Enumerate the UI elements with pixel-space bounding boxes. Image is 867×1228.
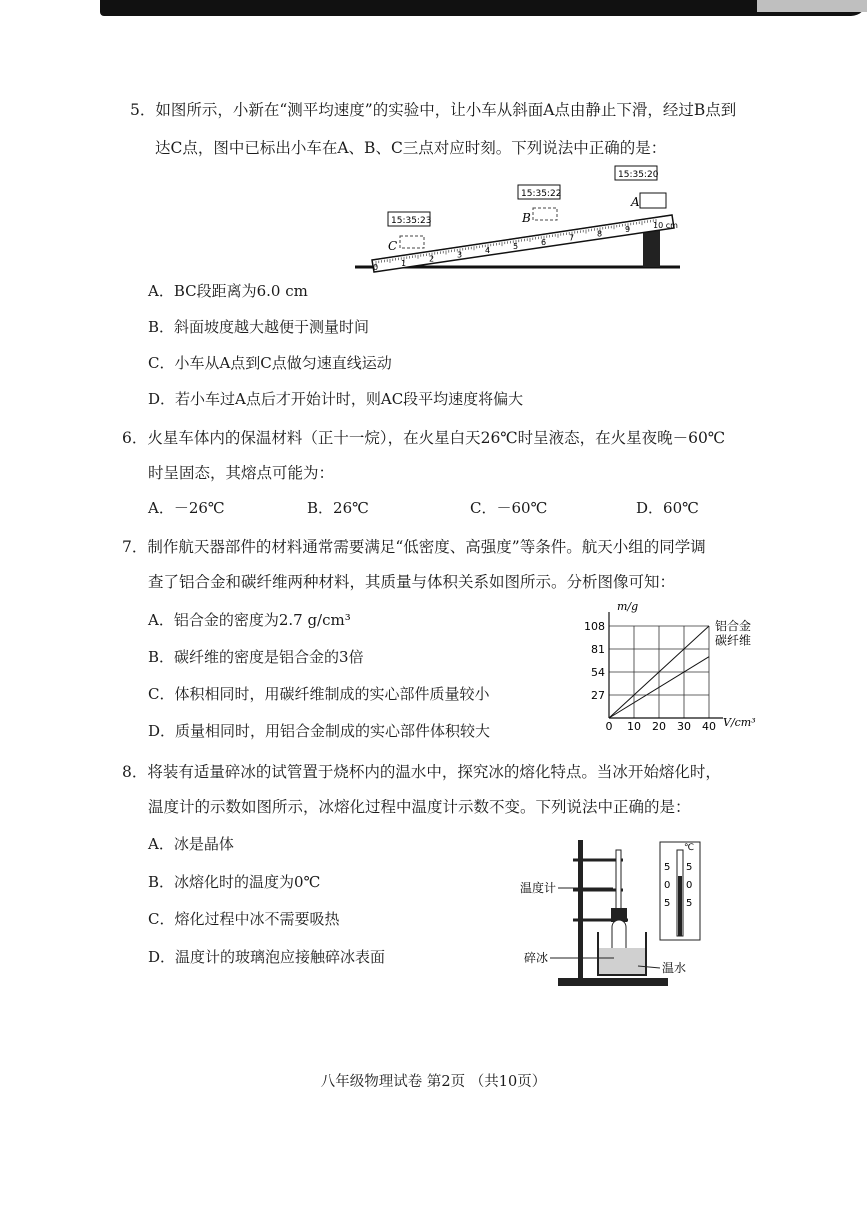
q8-option-d: D．温度计的玻璃泡应接触碎冰表面 [148,948,386,966]
car-at-a [640,193,666,208]
x-tick-label: 0 [605,720,613,733]
q8-option-a: A．冰是晶体 [148,835,234,853]
car-at-b [533,208,557,220]
q6-option-d: D．60℃ [636,499,699,517]
scan-top-light [757,0,867,12]
label-c: C [388,239,398,253]
q7-stem-line2: 查了铝合金和碳纤维两种材料，其质量与体积关系如图所示。分析图像可知： [148,573,676,591]
q5-stem-line2: 达C点，图中已标出小车在A、B、C三点对应时刻。下列说法中正确的是： [155,139,667,157]
y-tick-label: 81 [591,643,605,656]
q6-stem-line2: 时呈固态，其熔点可能为： [148,464,335,482]
x-axis-label: V/cm³ [723,716,756,729]
page-footer: 八年级物理试卷 第2页 （共10页） [320,1074,547,1090]
q6-option-b: B．26℃ [307,499,369,517]
q6-option-a: A．－26℃ [148,499,225,517]
label-b: B [522,211,531,225]
x-tick-label: 40 [702,720,716,733]
q7-stem-line1: 7．制作航天器部件的材料通常需要满足“低密度、高强度”等条件。航天小组的同学调 [122,538,706,556]
timer-c: 15:35:23 [391,216,432,226]
scale-unit: ℃ [684,843,695,853]
q6-stem-line1: 6．火星车体内的保温材料（正十一烷），在火星白天26℃时呈液态，在火星夜晚－60℃ [122,429,726,447]
timer-b: 15:35:22 [521,189,562,199]
label-a: A [631,195,640,209]
scale-mark-bottom-right: 5 [686,898,693,909]
q5-stem-line1: 5．如图所示，小新在“测平均速度”的实验中，让小车从斜面A点由静止下滑，经过B点到 [130,101,737,119]
q5-option-a: A．BC段距离为6.0 cm [148,282,308,300]
ruler-tick-label: 5 [513,242,519,251]
series-label: 碳纤维 [715,633,752,648]
x-tick-label: 10 [627,720,641,733]
ruler-tick-label: 4 [485,246,491,256]
ruler-tick-label: 7 [569,233,575,243]
car-at-c [400,236,424,248]
q5-option-d: D．若小车过A点后才开始计时，则AC段平均速度将偏大 [148,390,524,408]
ruler-tick-label: 8 [597,229,603,239]
ice-label: 碎冰 [524,951,549,965]
q7-option-a: A．铝合金的密度为2.7 g/cm³ [148,611,351,629]
q6-option-c: C．－60℃ [470,499,548,517]
ruler-tick-label: 1 [401,258,407,268]
q8-stem-line2: 温度计的示数如图所示，冰熔化过程中温度计示数不变。下列说法中正确的是： [148,798,691,816]
q7-option-c: C．体积相同时，用碳纤维制成的实心部件质量较小 [148,685,490,703]
scale-mark-top-right: 5 [686,862,693,873]
q7-option-d: D．质量相同时，用铝合金制成的实心部件体积较大 [148,722,491,740]
q5-option-b: B．斜面坡度越大越便于测量时间 [148,318,370,336]
q8-stem-line1: 8．将装有适量碎冰的试管置于烧杯内的温水中，探究冰的熔化特点。当冰开始熔化时， [122,763,721,781]
ruler-tick-label: 6 [541,237,547,247]
y-tick-label: 108 [584,620,605,633]
series-label: 铝合金 [715,619,752,633]
scale-mark-mid: 0 [664,880,671,891]
ruler-tick-label: 3 [457,250,463,260]
q8-option-c: C．熔化过程中冰不需要吸热 [148,910,340,928]
x-tick-label: 30 [677,720,691,733]
y-axis-label: m/g [617,600,639,613]
x-tick-label: 20 [652,720,666,733]
timer-a: 15:35:20 [618,170,659,180]
scale-mark-top: 5 [664,862,671,873]
scale-mark-mid-right: 0 [686,880,693,891]
q8-melting-apparatus [518,820,708,990]
water-label: 温水 [662,961,687,975]
mass-volume-chart [575,598,765,738]
ruler-tick-label: 0 [373,263,379,272]
ruler-tick-label: 9 [625,225,631,235]
y-tick-label: 27 [591,689,605,702]
q5-option-c: C．小车从A点到C点做匀速直线运动 [148,354,392,372]
y-tick-label: 54 [591,666,605,679]
scale-mark-bottom: 5 [664,898,671,909]
q8-option-b: B．冰熔化时的温度为0℃ [148,873,321,891]
scan-top-edge [100,0,867,16]
q5-incline-figure [350,160,685,275]
q7-option-b: B．碳纤维的密度是铝合金的3倍 [148,648,364,666]
thermometer-label: 温度计 [520,881,557,895]
ruler-tick-label: 2 [429,254,435,264]
ruler-tick-label: 10 cm [653,221,678,230]
